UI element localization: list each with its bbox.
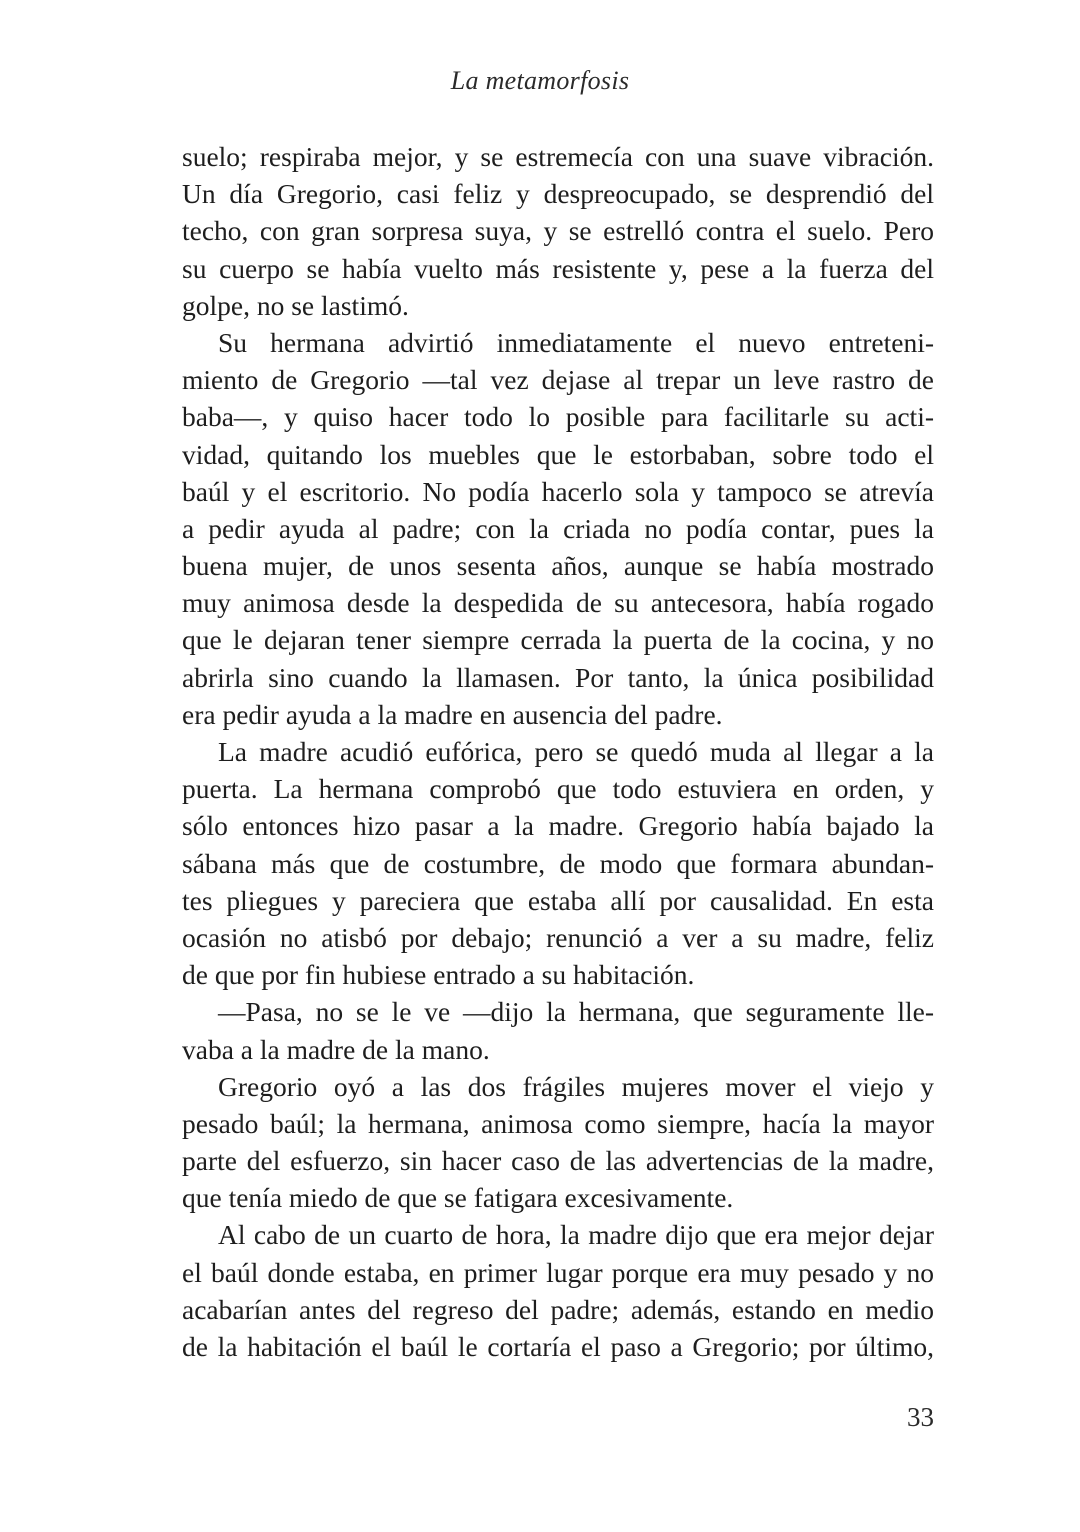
text-line: parte del esfuerzo, sin hacer caso de las advertencias de la madre,	[182, 1145, 934, 1177]
text-line: tes pliegues y pareciera que estaba allí por causalidad. En esta	[182, 884, 934, 916]
text-line: —Pasa, no se le ve —dijo la hermana, que seguramente lle-	[218, 996, 934, 1028]
text-line: de que por fin hubiese entrado a su habitación.	[182, 959, 695, 991]
text-line: miento de Gregorio —tal vez dejase al trepar un leve rastro de	[182, 364, 934, 396]
text-line: ocasión no atisbó por debajo; renunció a ver a su madre, feliz	[182, 921, 934, 953]
text-line: La madre acudió eufórica, pero se quedó muda al llegar a la	[218, 736, 934, 767]
text-line: Gregorio oyó a las dos frágiles mujeres mover el viejo y	[218, 1070, 934, 1102]
text-line: pesado baúl; la hermana, animosa como siempre, hacía la mayor	[182, 1107, 934, 1139]
text-line: sólo entonces hizo pasar a la madre. Gregorio había bajado la	[182, 810, 934, 842]
text-line: el baúl donde estaba, en primer lugar porque era muy pesado y no	[182, 1256, 934, 1288]
text-line: sábana más que de costumbre, de modo que formara abundan-	[182, 847, 934, 879]
text-line: Al cabo de un cuarto de hora, la madre dijo que era mejor dejar	[218, 1219, 934, 1251]
text-line: que tenía miedo de que se fatigara excesivamente.	[182, 1182, 734, 1214]
running-head-title: La metamorfosis	[450, 66, 630, 95]
text-line: era pedir ayuda a la madre en ausencia del padre.	[182, 698, 723, 730]
body-text	[182, 138, 934, 1365]
text-line: vaba a la madre de la mano.	[182, 1033, 490, 1065]
text-line: techo, con gran sorpresa suya, y se estrelló contra el suelo. Pero	[182, 215, 934, 247]
text-line: muy animosa desde la despedida de su antecesora, había rogado	[182, 587, 934, 619]
text-line: acabarían antes del regreso del padre; además, estando en medio	[182, 1293, 934, 1325]
text-line: suelo; respiraba mejor, y se estremecía con una suave vibración.	[182, 141, 934, 172]
text-line: a pedir ayuda al padre; con la criada no podía contar, pues la	[182, 512, 934, 544]
text-line: abrirla sino cuando la llamasen. Por tanto, la única posibilidad	[182, 661, 934, 693]
text-line: su cuerpo se había vuelto más resistente y, pese a la fuerza del	[182, 252, 934, 284]
text-line: baba—, y quiso hacer todo lo posible para facilitarle su acti-	[182, 401, 934, 433]
text-line: puerta. La hermana comprobó que todo estuviera en orden, y	[182, 773, 934, 805]
text-line: Su hermana advirtió inmediatamente el nuevo entreteni-	[218, 326, 934, 358]
text-line: golpe, no se lastimó.	[182, 289, 409, 321]
text-line: buena mujer, de unos sesenta años, aunque se había mostrado	[182, 550, 934, 582]
text-line: de la habitación el baúl le cortaría el paso a Gregorio; por último,	[182, 1331, 934, 1362]
page-number: 33	[907, 1402, 934, 1432]
text-line: Un día Gregorio, casi feliz y despreocupado, se desprendió del	[182, 178, 934, 210]
text-line: baúl y el escritorio. No podía hacerlo sola y tampoco se atrevía	[182, 475, 934, 507]
text-line: que le dejaran tener siempre cerrada la puerta de la cocina, y no	[182, 624, 934, 656]
text-line: vidad, quitando los muebles que le estorbaban, sobre todo el	[182, 438, 934, 470]
